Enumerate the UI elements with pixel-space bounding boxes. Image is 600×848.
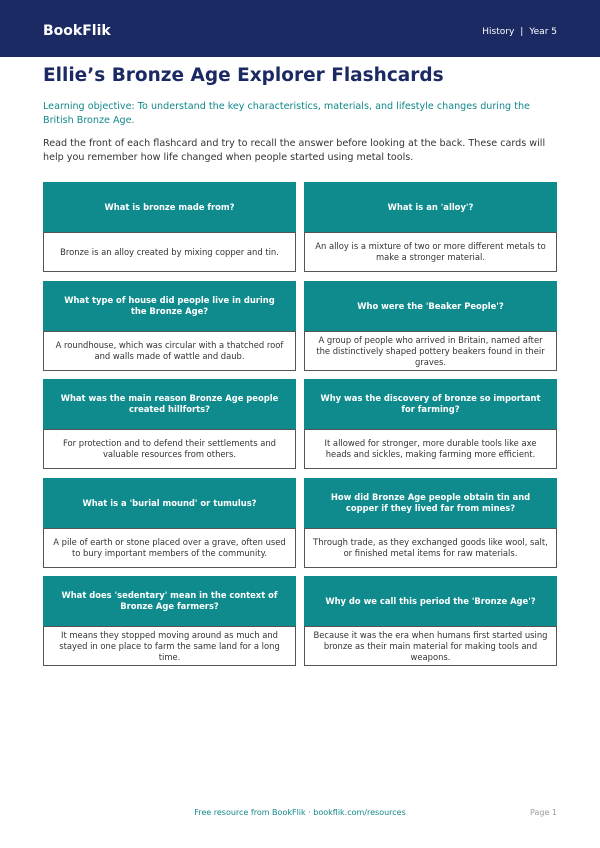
flashcard-front: What is bronze made from?: [43, 182, 296, 232]
year-label: Year 5: [529, 27, 557, 37]
flashcard-front: Why do we call this period the 'Bronze Age'?: [304, 576, 557, 626]
flashcard: [304, 379, 557, 469]
flashcard-back: It allowed for stronger, more durable tools like axe heads and sickles, making farming more efficient.: [304, 429, 557, 469]
page-title: Ellie’s Bronze Age Explorer Flashcards: [43, 65, 444, 86]
brand-logo: BookFlik: [43, 23, 111, 39]
meta-separator: |: [520, 27, 524, 37]
flashcard-back: For protection and to defend their settlements and valuable resources from others.: [43, 429, 296, 469]
flashcard-back: A pile of earth or stone placed over a grave, often used to bury important members of the community.: [43, 528, 296, 568]
flashcard: [43, 478, 296, 568]
flashcard: [43, 182, 296, 272]
top-bar: [0, 0, 600, 57]
flashcard: [43, 281, 296, 371]
flashcard-back: An alloy is a mixture of two or more different metals to make a stronger material.: [304, 232, 557, 272]
flashcard: [43, 576, 296, 666]
flashcard-front: What is a 'burial mound' or tumulus?: [43, 478, 296, 528]
flashcard-front: What was the main reason Bronze Age people created hillforts?: [43, 379, 296, 429]
flashcard-back: A roundhouse, which was circular with a thatched roof and walls made of wattle and daub.: [43, 331, 296, 371]
flashcard-back: Bronze is an alloy created by mixing copper and tin.: [43, 232, 296, 272]
subject-label: History: [482, 27, 515, 37]
flashcard: [304, 478, 557, 568]
flashcard-front: Who were the 'Beaker People'?: [304, 281, 557, 331]
flashcard-back: A group of people who arrived in Britain, named after the distinctively shaped pottery beakers found in their graves.: [304, 331, 557, 371]
page-number: Page 1: [530, 808, 557, 817]
flashcard-back: It means they stopped moving around as much and stayed in one place to farm the same land for a long time.: [43, 626, 296, 666]
flashcard-front: What does 'sedentary' mean in the context of Bronze Age farmers?: [43, 576, 296, 626]
flashcard-front: What is an 'alloy'?: [304, 182, 557, 232]
flashcard-front: Why was the discovery of bronze so important for farming?: [304, 379, 557, 429]
footer-credit: Free resource from BookFlik · bookflik.com/resources: [194, 808, 406, 817]
flashcard-front: How did Bronze Age people obtain tin and copper if they lived far from mines?: [304, 478, 557, 528]
learning-objective: Learning objective: To understand the key characteristics, materials, and lifestyle changes during the British Bronze Age.: [43, 101, 530, 126]
header-meta: [482, 27, 557, 37]
intro-text: Read the front of each flashcard and try to recall the answer before looking at the back. These cards will help you remember how life changed when people started using metal tools.: [43, 138, 546, 163]
flashcard-back: Through trade, as they exchanged goods like wool, salt, or finished metal items for raw materials.: [304, 528, 557, 568]
flashcard: [304, 182, 557, 272]
flashcard: [304, 281, 557, 371]
flashcard: [304, 576, 557, 666]
flashcard: [43, 379, 296, 469]
flashcard-back: Because it was the era when humans first started using bronze as their main material for making tools and weapons.: [304, 626, 557, 666]
flashcard-front: What type of house did people live in during the Bronze Age?: [43, 281, 296, 331]
